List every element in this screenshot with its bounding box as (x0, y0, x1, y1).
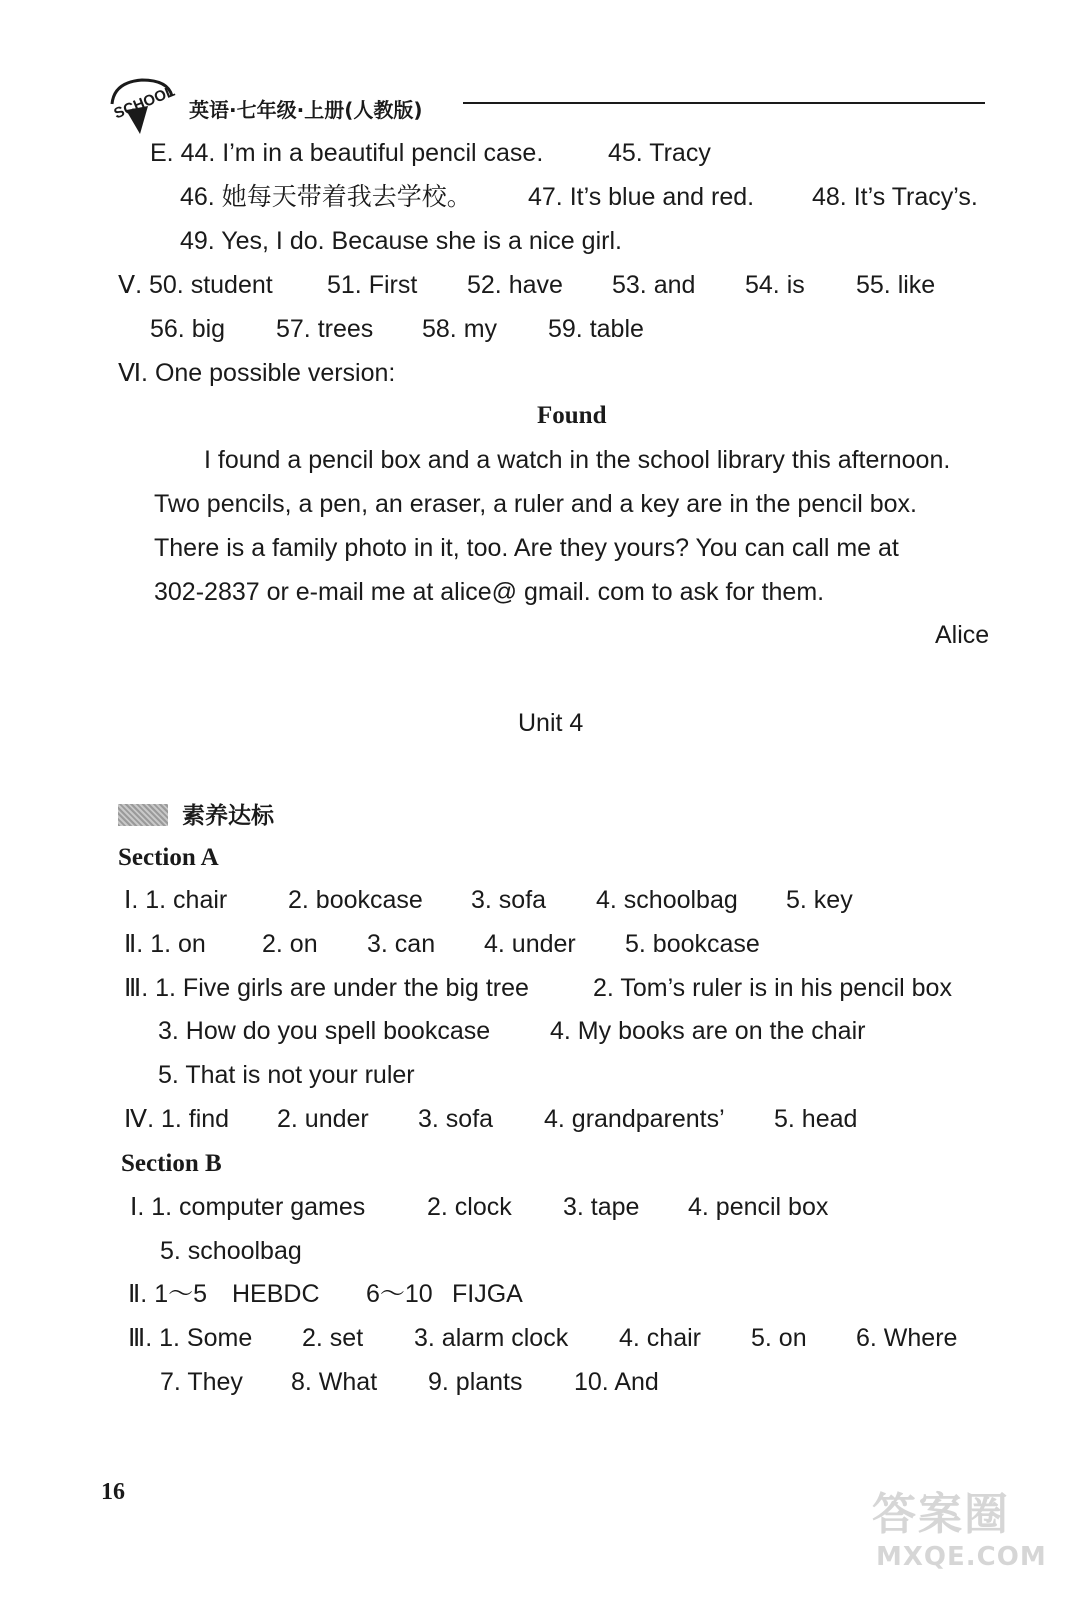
answer-item: 56. big (150, 315, 226, 343)
section-a-line (158, 1060, 415, 1090)
essay-signature: Alice (935, 621, 990, 649)
section-b-heading: Section B (121, 1150, 222, 1177)
answer-item: Ⅲ. 1. Five girls are under the big tree (124, 974, 529, 1002)
answer-item: 47. It’s blue and red. (528, 183, 755, 211)
answer-item: 4. schoolbag (596, 886, 738, 914)
header-title: 英语·七年级·上册(人教版) (189, 98, 423, 122)
answer-line-vi (118, 358, 395, 388)
section-b-line (160, 1367, 720, 1397)
answer-item: 6. Where (856, 1324, 958, 1352)
school-logo-icon (104, 72, 180, 136)
answer-item: HEBDC (232, 1280, 320, 1308)
answer-item: 2. set (302, 1324, 364, 1352)
answer-item: 4. pencil box (688, 1193, 829, 1221)
section-a-line (124, 885, 884, 915)
section-b-line (160, 1236, 302, 1266)
answer-item: 2. on (262, 930, 318, 958)
answer-item: 4. chair (619, 1324, 701, 1352)
answer-item: 4. My books are on the chair (550, 1017, 866, 1045)
answer-item: Ⅲ. 1. Some (128, 1324, 253, 1352)
answer-item: 45. Tracy (608, 139, 711, 167)
answer-item: 3. tape (563, 1193, 640, 1221)
answer-item: 3. How do you spell bookcase (158, 1017, 491, 1045)
essay-line: I found a pencil box and a watch in the school library this afternoon. (204, 446, 951, 474)
answer-item: 54. is (745, 271, 805, 299)
answer-line-e46 (180, 182, 1000, 212)
essay-line: 302-2837 or e-mail me at alice@ gmail. com to ask for them. (154, 578, 825, 606)
answer-item: 3. sofa (418, 1105, 494, 1133)
answer-item: 4. under (484, 930, 576, 958)
answer-item: E. 44. I’m in a beautiful pencil case. (150, 139, 544, 167)
answer-item: FIJGA (452, 1280, 523, 1308)
answer-item: 57. trees (276, 315, 374, 343)
answer-item: 5. on (751, 1324, 807, 1352)
answer-item: 7. They (160, 1368, 243, 1396)
section-tag-label: 素养达标 (182, 802, 274, 828)
watermark-domain-text: MXQE.COM (876, 1542, 1047, 1572)
answer-item: 48. It’s Tracy’s. (812, 183, 978, 211)
section-a-heading: Section A (118, 844, 219, 871)
answer-item: 2. Tom’s ruler is in his pencil box (593, 974, 952, 1002)
watermark-logo-text: 答案圈 (872, 1489, 1010, 1540)
answer-item: Ⅱ. 1. on (124, 930, 206, 958)
answer-item: 5. bookcase (625, 930, 760, 958)
answer-item: 2. clock (427, 1193, 512, 1221)
section-a-line (124, 929, 784, 959)
svg-text:SCHOOL: SCHOOL (111, 82, 178, 123)
answer-item: 5. That is not your ruler (158, 1061, 415, 1089)
section-tag-box (118, 804, 168, 826)
essay-line: There is a family photo in it, too. Are they yours? You can call me at (154, 534, 899, 562)
answer-item: 5. key (786, 886, 853, 914)
answer-item: 3. can (367, 930, 436, 958)
answer-item: 3. alarm clock (414, 1324, 569, 1352)
answer-line-v56 (150, 314, 750, 344)
answer-item: 58. my (422, 315, 498, 343)
answer-item: 6～10 (366, 1280, 433, 1308)
answer-item: 2. under (277, 1105, 369, 1133)
section-a-line (158, 1016, 918, 1046)
answer-item: 46. 她每天带着我去学校。 (180, 183, 472, 211)
answer-line-v50 (118, 270, 978, 300)
header-rule (463, 102, 985, 104)
answer-item: 4. grandparents’ (544, 1105, 725, 1133)
answer-item: 2. bookcase (288, 886, 423, 914)
unit-title: Unit 4 (518, 709, 584, 737)
section-a-line (124, 1104, 884, 1134)
watermark (872, 1470, 1052, 1590)
answer-item: 53. and (612, 271, 696, 299)
section-b-line (128, 1279, 548, 1309)
answer-item: Ⅱ. 1～5 (128, 1280, 208, 1308)
answer-line-e44 (150, 138, 711, 168)
answer-item: 5. schoolbag (160, 1237, 302, 1265)
essay-line: Two pencils, a pen, an eraser, a ruler and a key are in the pencil box. (154, 490, 917, 518)
answer-item: Ⅰ. 1. computer games (130, 1193, 366, 1221)
answer-item: 52. have (467, 271, 563, 299)
section-b-line (130, 1192, 850, 1222)
answer-item: Ⅰ. 1. chair (124, 886, 228, 914)
answer-item: 55. like (856, 271, 936, 299)
answer-item: 59. table (548, 315, 644, 343)
section-b-line (128, 1323, 988, 1353)
answer-item: 10. And (574, 1368, 659, 1396)
answer-item: 49. Yes, I do. Because she is a nice girl. (180, 227, 622, 255)
answer-item: 3. sofa (471, 886, 547, 914)
answer-item: Ⅴ. 50. student (118, 271, 273, 299)
answer-item: 9. plants (428, 1368, 523, 1396)
answer-item: 5. head (774, 1105, 858, 1133)
answer-item: 51. First (327, 271, 418, 299)
section-a-line (124, 973, 984, 1003)
essay-title: Found (537, 402, 607, 429)
answer-item: 8. What (291, 1368, 378, 1396)
answer-line-e49 (180, 226, 622, 256)
page-number: 16 (101, 1479, 125, 1505)
answer-item: Ⅳ. 1. find (124, 1105, 230, 1133)
answer-item: Ⅵ. One possible version: (118, 359, 396, 387)
